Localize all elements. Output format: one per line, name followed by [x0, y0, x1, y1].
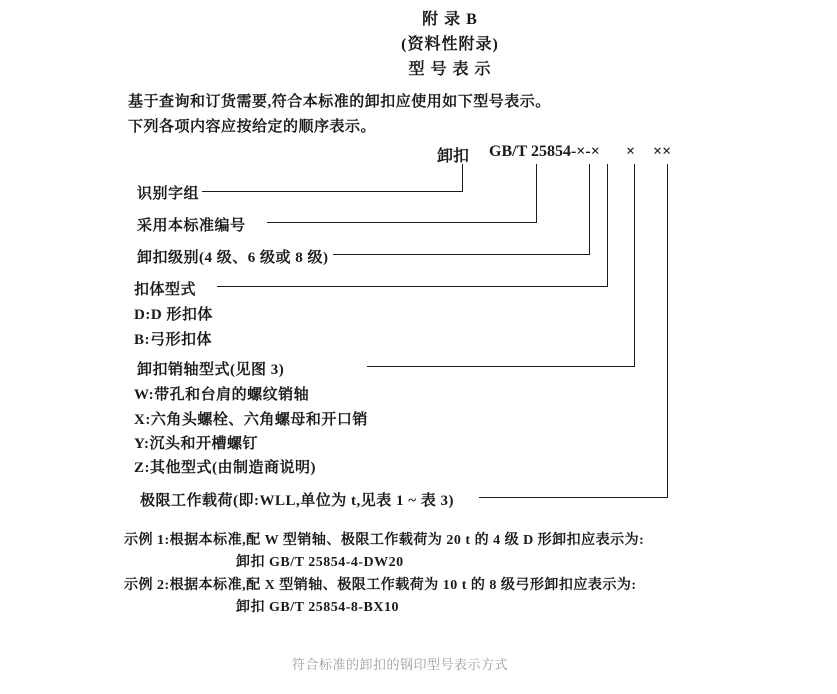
label-working-load-limit: 极限工作载荷(即:WLL,单位为 t,见表 1 ~ 表 3): [140, 493, 455, 509]
designation-wll-code-placeholder: ××: [653, 143, 672, 160]
label-pin-type-z: Z:其他型式(由制造商说明): [134, 460, 316, 476]
designation-pin-code-placeholder: ×: [626, 143, 636, 160]
label-body-type-d: D:D 形扣体: [134, 307, 213, 323]
section-title: 型 号 表 示: [408, 61, 492, 78]
label-body-type: 扣体型式: [134, 282, 197, 298]
label-pin-type-y: Y:沉头和开槽螺钉: [134, 436, 258, 452]
label-shackle-grade: 卸扣级别(4 级、6 级或 8 级): [137, 250, 329, 266]
leader-line-wll: [479, 164, 668, 498]
designation-standard-number: GB/T 25854-×-×: [489, 143, 600, 160]
figure-caption: 符合标准的卸扣的钢印型号表示方式: [291, 657, 508, 672]
label-standard-number: 采用本标准编号: [137, 218, 246, 234]
example-1-code: 卸扣 GB/T 25854-4-DW20: [236, 555, 404, 570]
example-2-description: 示例 2:根据本标准,配 X 型销轴、极限工作载荷为 10 t 的 8 级弓形卸扣应表示为:: [124, 578, 637, 593]
intro-line-2: 下列各项内容应按给定的顺序表示。: [128, 119, 377, 135]
label-pin-type-w: W:带孔和台肩的螺纹销轴: [134, 387, 310, 403]
label-identification-group: 识别字组: [137, 186, 200, 202]
designation-prefix: 卸扣: [437, 148, 470, 165]
label-pin-type-x: X:六角头螺栓、六角螺母和开口销: [134, 412, 368, 428]
label-pin-type: 卸扣销轴型式(见图 3): [137, 362, 285, 378]
intro-line-1: 基于查询和订货需要,符合本标准的卸扣应使用如下型号表示。: [128, 94, 551, 110]
example-1-description: 示例 1:根据本标准,配 W 型销轴、极限工作载荷为 20 t 的 4 级 D 形卸扣应表示为:: [124, 533, 645, 548]
example-2-code: 卸扣 GB/T 25854-8-BX10: [236, 600, 399, 615]
appendix-title: 附 录 B: [422, 11, 478, 28]
appendix-subtitle: (资料性附录): [401, 36, 499, 53]
label-body-type-b: B:弓形扣体: [134, 332, 213, 348]
